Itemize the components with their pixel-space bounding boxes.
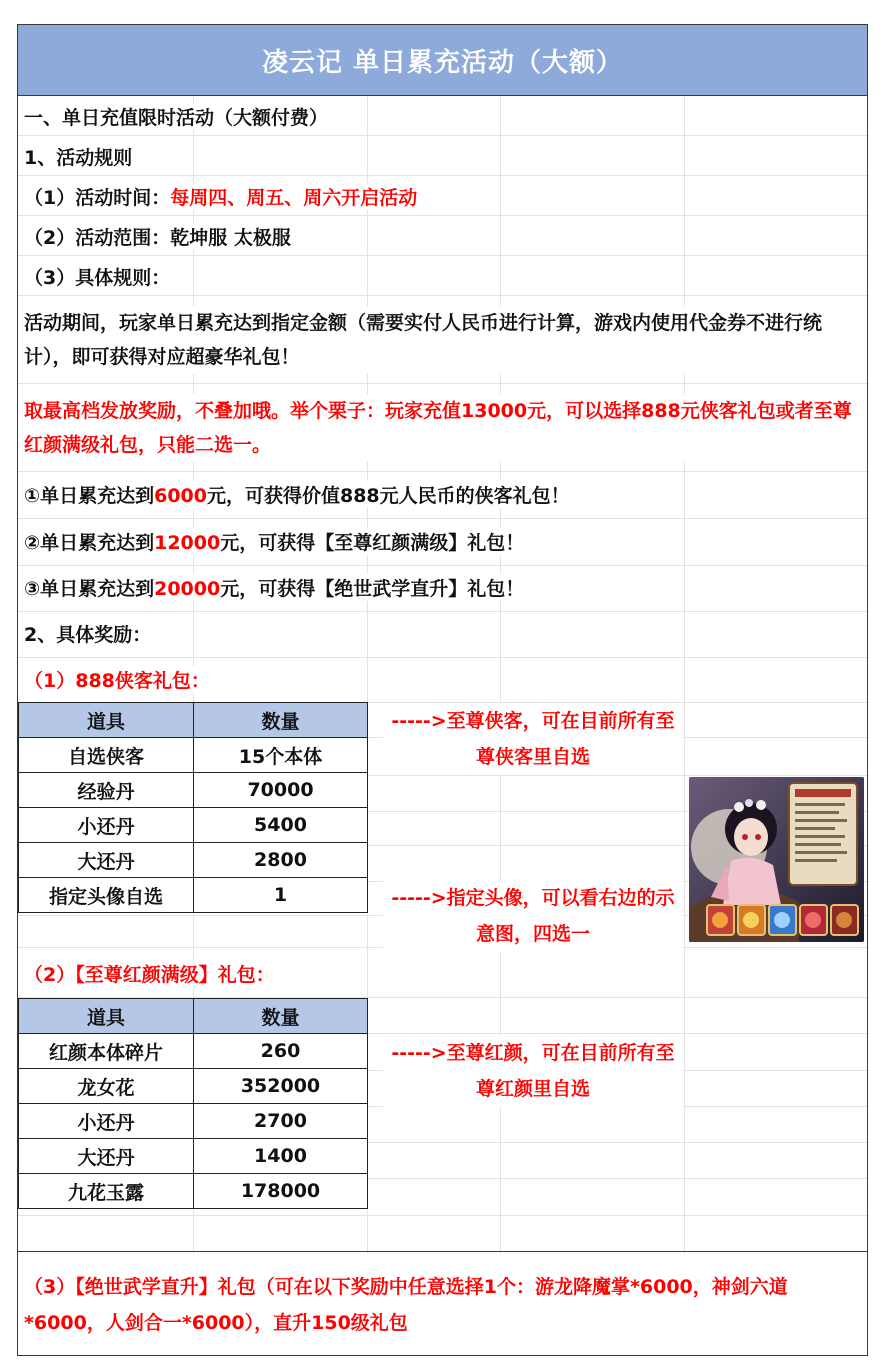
rules-label: （3）具体规则： — [24, 263, 174, 290]
grid-row-line — [18, 255, 867, 256]
item-quantity: 260 — [194, 1034, 368, 1069]
table-row — [19, 1139, 368, 1174]
tier-prefix: ③单日累充达到 — [24, 578, 155, 600]
item-name: 大还丹 — [19, 843, 194, 878]
tier-suffix: 元，可获得【绝世武学直升】礼包！ — [220, 578, 525, 600]
section-divider — [18, 1251, 867, 1252]
grid-row-line — [18, 175, 867, 176]
table-row — [19, 808, 368, 843]
pack2-title: （2）【至尊红颜满级】礼包： — [24, 960, 279, 987]
section1-heading: 一、单日充值限时活动（大额付费） — [24, 103, 332, 130]
activity-time-value: 每周四、周五、周六开启活动 — [170, 187, 418, 209]
header-item: 道具 — [19, 703, 194, 738]
table-row — [19, 1034, 368, 1069]
section2-heading: 2、具体奖励： — [24, 620, 155, 647]
item-quantity: 70000 — [194, 773, 368, 808]
activity-warning: 取最高档发放奖励，不叠加哦。举个栗子：玩家充值13000元，可以选择888元侠客礼包或者至尊红颜满级礼包，只能二选一。 — [24, 394, 862, 462]
tier-line-1 — [24, 481, 574, 508]
item-name: 小还丹 — [19, 1104, 194, 1139]
grid-row-line — [18, 611, 867, 612]
item-name: 经验丹 — [19, 773, 194, 808]
grid-row-line — [18, 565, 867, 566]
item-name: 龙女花 — [19, 1069, 194, 1104]
item-quantity: 5400 — [194, 808, 368, 843]
item-name: 九花玉露 — [19, 1174, 194, 1209]
table-row — [19, 1069, 368, 1104]
item-quantity: 1 — [194, 878, 368, 913]
grid-row-line — [18, 135, 867, 136]
item-name: 大还丹 — [19, 1139, 194, 1174]
pack1-note-avatar: ----->指定头像，可以看右边的示意图，四选一 — [383, 880, 683, 952]
item-quantity: 15个本体 — [194, 738, 368, 773]
tier-line-2 — [24, 528, 528, 555]
grid-row-line — [18, 215, 867, 216]
table-row — [19, 843, 368, 878]
table-row — [19, 1104, 368, 1139]
table-row — [19, 1174, 368, 1209]
table-row — [19, 773, 368, 808]
grid-row-line — [18, 657, 867, 658]
table-row — [19, 878, 368, 913]
grid-row-line — [18, 471, 867, 472]
item-name: 小还丹 — [19, 808, 194, 843]
grid-row-line — [18, 295, 867, 296]
tier-amount: 6000 — [154, 485, 207, 507]
tier-line-3 — [24, 574, 528, 601]
table-row — [19, 738, 368, 773]
tier-suffix: 元，可获得【至尊红颜满级】礼包！ — [220, 532, 525, 554]
item-quantity: 1400 — [194, 1139, 368, 1174]
activity-time-label: （1）活动时间： — [24, 187, 171, 209]
header-item: 道具 — [19, 999, 194, 1034]
grid-row-line — [18, 383, 867, 384]
activity-time — [24, 183, 421, 210]
pack1-note-hero: ----->至尊侠客，可在目前所有至尊侠客里自选 — [383, 703, 683, 775]
pack1-title: （1）888侠客礼包： — [24, 666, 214, 693]
pack2-table — [18, 998, 368, 1209]
header-quantity: 数量 — [194, 703, 368, 738]
tier-suffix: 元，可获得价值888元人民币的侠客礼包！ — [206, 485, 570, 507]
spreadsheet — [17, 24, 868, 1356]
item-quantity: 2700 — [194, 1104, 368, 1139]
page-title: 凌云记 单日累充活动（大额） — [18, 25, 867, 96]
activity-scope: （2）活动范围：乾坤服 太极服 — [24, 223, 295, 250]
table-header-row — [19, 703, 368, 738]
tier-prefix: ②单日累充达到 — [24, 532, 155, 554]
grid-row-line — [18, 1215, 867, 1216]
avatar-preview-image — [689, 777, 864, 942]
grid-col-line — [684, 95, 685, 1253]
tier-amount: 12000 — [154, 532, 221, 554]
tier-amount: 20000 — [154, 578, 221, 600]
item-name: 红颜本体碎片 — [19, 1034, 194, 1069]
pack2-note: ----->至尊红颜，可在目前所有至尊红颜里自选 — [383, 1035, 683, 1107]
item-quantity: 178000 — [194, 1174, 368, 1209]
avatar-preview-illustration — [689, 777, 864, 942]
pack3-description: （3）【绝世武学直升】礼包（可在以下奖励中任意选择1个：游龙降魔掌*6000，神剑六道*6000，人剑合一*6000），直升150级礼包 — [24, 1269, 824, 1341]
pack1-table — [18, 702, 368, 913]
item-quantity: 352000 — [194, 1069, 368, 1104]
item-name: 自选侠客 — [19, 738, 194, 773]
grid-row-line — [18, 518, 867, 519]
tier-prefix: ①单日累充达到 — [24, 485, 155, 507]
item-name: 指定头像自选 — [19, 878, 194, 913]
table-header-row — [19, 999, 368, 1034]
activity-description: 活动期间，玩家单日累充达到指定金额（需要实付人民币进行计算，游戏内使用代金券不进行统计），即可获得对应超豪华礼包！ — [24, 306, 862, 374]
header-quantity: 数量 — [194, 999, 368, 1034]
item-quantity: 2800 — [194, 843, 368, 878]
rules-heading: 1、活动规则 — [24, 143, 136, 170]
